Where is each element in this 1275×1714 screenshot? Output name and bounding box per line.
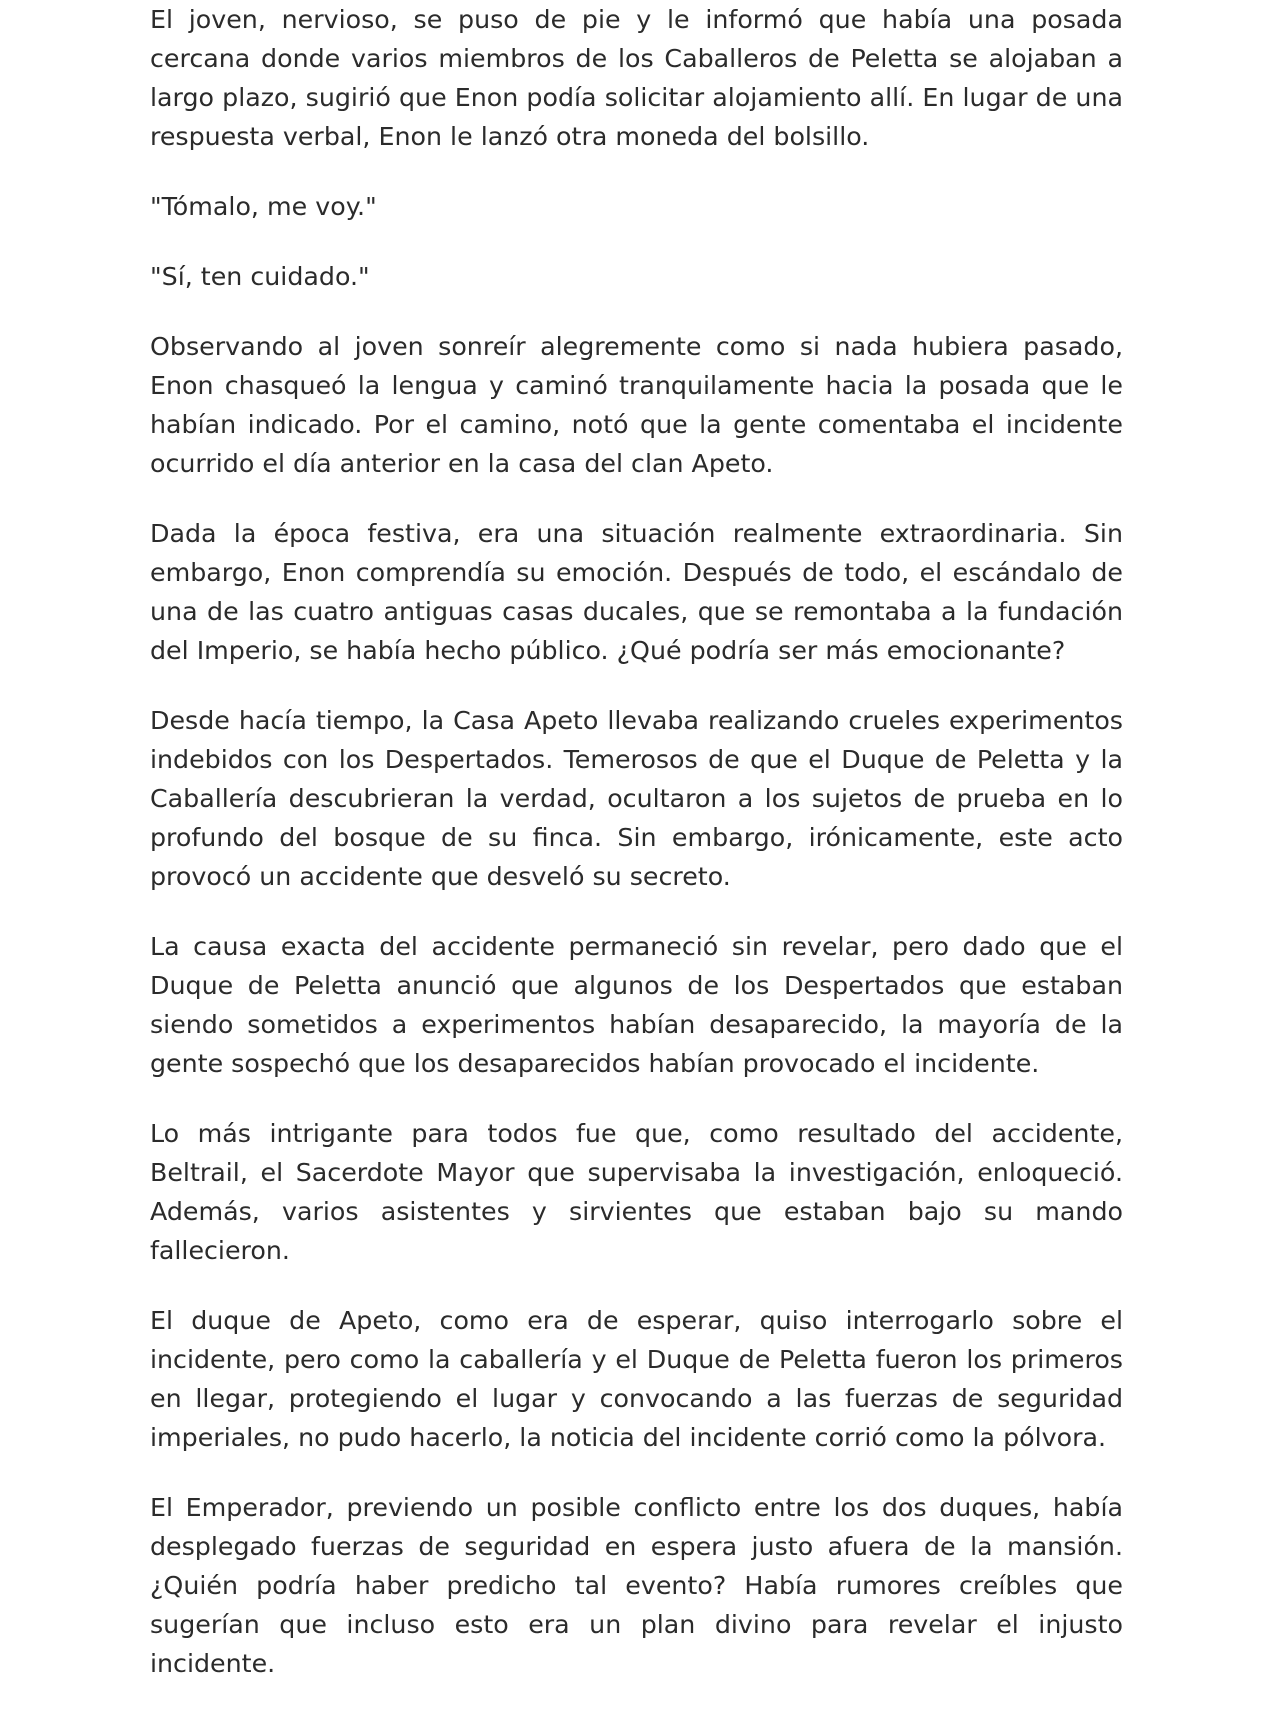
paragraph: Desde hacía tiempo, la Casa Apeto llevaba realizando crueles experimentos indebidos con los Despertados. Temerosos de que el Duque de Peletta y la Caballería descubrieran la verdad, ocultaron a los sujetos de prueba en lo profundo del bosque de su finca. Sin embargo, irónicamente, este acto provocó un accidente que desveló su secreto. [150, 706, 1123, 891]
paragraph: La causa exacta del accidente permaneció sin revelar, pero dado que el Duque de Peletta anunció que algunos de los Despertados que estaban siendo sometidos a experimentos habían desaparecido, la mayoría de la gente sospechó que los desaparecidos habían provocado el incidente. [150, 932, 1123, 1078]
document-body [150, 0, 1123, 1714]
paragraph: El Emperador, previendo un posible conflicto entre los dos duques, había desplegado fuerzas de seguridad en espera justo afuera de la mansión. ¿Quién podría haber predicho tal evento? Había rumores creíbles que sugerían que incluso esto era un plan divino para revelar el injusto incidente. [150, 1493, 1123, 1678]
paragraph: Observando al joven sonreír alegremente como si nada hubiera pasado, Enon chasqueó la lengua y caminó tranquilamente hacia la posada que le habían indicado. Por el camino, notó que la gente comentaba el incidente ocurrido el día anterior en la casa del clan Apeto. [150, 332, 1123, 478]
paragraph: El duque de Apeto, como era de esperar, quiso interrogarlo sobre el incidente, pero como la caballería y el Duque de Peletta fueron los primeros en llegar, protegiendo el lugar y convocando a las fuerzas de seguridad imperiales, no pudo hacerlo, la noticia del incidente corrió como la pólvora. [150, 1306, 1123, 1452]
paragraph: Dada la época festiva, era una situación realmente extraordinaria. Sin embargo, Enon comprendía su emoción. Después de todo, el escándalo de una de las cuatro antiguas casas ducales, que se remontaba a la fundación del Imperio, se había hecho público. ¿Qué podría ser más emocionante? [150, 519, 1123, 665]
dialogue-line: "Tómalo, me voy." [150, 192, 377, 221]
dialogue-line: "Sí, ten cuidado." [150, 262, 370, 291]
paragraph: El joven, nervioso, se puso de pie y le informó que había una posada cercana donde varios miembros de los Caballeros de Peletta se alojaban a largo plazo, sugirió que Enon podía solicitar alojamiento allí. En lugar de una respuesta verbal, Enon le lanzó otra moneda del bolsillo. [150, 5, 1123, 151]
paragraph: Lo más intrigante para todos fue que, como resultado del accidente, Beltrail, el Sacerdote Mayor que supervisaba la investigación, enloqueció. Además, varios asistentes y sirvientes que estaban bajo su mando fallecieron. [150, 1119, 1123, 1265]
